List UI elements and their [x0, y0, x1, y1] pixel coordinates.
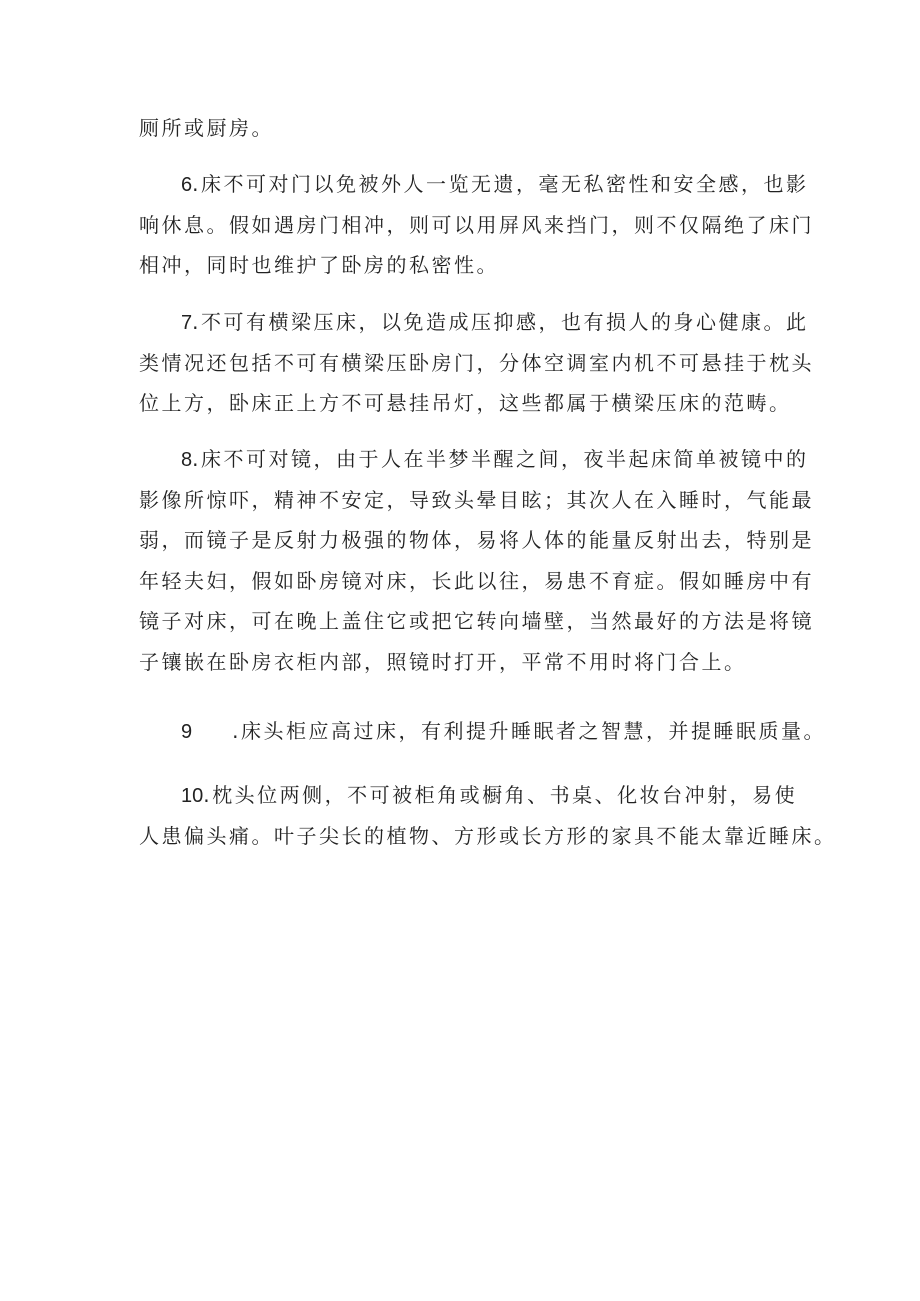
paragraph-7	[139, 302, 814, 424]
paragraph-first-line	[139, 439, 807, 480]
paragraph-line: 相冲，同时也维护了卧房的私密性。	[139, 253, 499, 277]
paragraph-line: 子镶嵌在卧房衣柜内部，照镜时打开，平常不用时将门合上。	[139, 649, 747, 674]
paragraph-8	[139, 439, 814, 682]
paragraph-5-tail	[139, 108, 807, 149]
item-number: 7	[181, 312, 193, 334]
paragraph-line: 弱，而镜子是反射力极强的物体，易将人体的能量反射出去，特别是	[139, 528, 814, 552]
item-number: 9	[181, 721, 193, 743]
item-number: 6	[181, 174, 193, 196]
item-number: 10	[181, 785, 204, 807]
paragraph-first-line	[139, 164, 807, 205]
paragraph-line: .床头柜应高过床，有利提升睡眠者之智慧，并提睡眠质量。	[232, 719, 826, 743]
paragraph-9	[139, 711, 826, 752]
paragraph-6	[139, 164, 814, 286]
paragraph-first-line	[139, 711, 826, 752]
paragraph-first-line	[139, 302, 807, 343]
paragraph-first-line	[139, 775, 807, 816]
paragraph-line: 人患偏头痛。叶子尖长的植物、方形或长方形的家具不能太靠近睡床。	[139, 823, 837, 848]
paragraph-line: 响休息。假如遇房门相冲，则可以用屏风来挡门，则不仅隔绝了床门	[139, 212, 814, 237]
paragraph-line: .枕头位两侧，不可被柜角或橱角、书桌、化妆台冲射，易使	[203, 783, 798, 807]
item-number: 8	[181, 449, 193, 471]
paragraph-line: .床不可对门以免被外人一览无遗，毫无私密性和安全感，也影	[192, 172, 809, 196]
paragraph-line: 影像所惊吓，精神不安定，导致头晕目眩；其次人在入睡时，气能最	[139, 487, 814, 512]
paragraph-line: 年轻夫妇，假如卧房镜对床，长此以往，易患不育症。假如睡房中有	[139, 568, 814, 593]
paragraph-line: 镜子对床，可在晚上盖住它或把它转向墙壁，当然最好的方法是将镜	[139, 609, 814, 633]
paragraph-line: .床不可对镜，由于人在半梦半醒之间，夜半起床简单被镜中的	[192, 447, 809, 471]
paragraph-line: .不可有横梁压床，以免造成压抑感，也有损人的身心健康。此	[192, 310, 809, 334]
paragraph-10	[139, 775, 837, 856]
paragraph-line: 厕所或厨房。	[139, 116, 274, 140]
paragraph-line: 类情况还包括不可有横梁压卧房门，分体空调室内机不可悬挂于枕头	[139, 350, 814, 375]
paragraph-line: 位上方，卧床正上方不可悬挂吊灯，这些都属于横梁压床的范畴。	[139, 391, 792, 415]
